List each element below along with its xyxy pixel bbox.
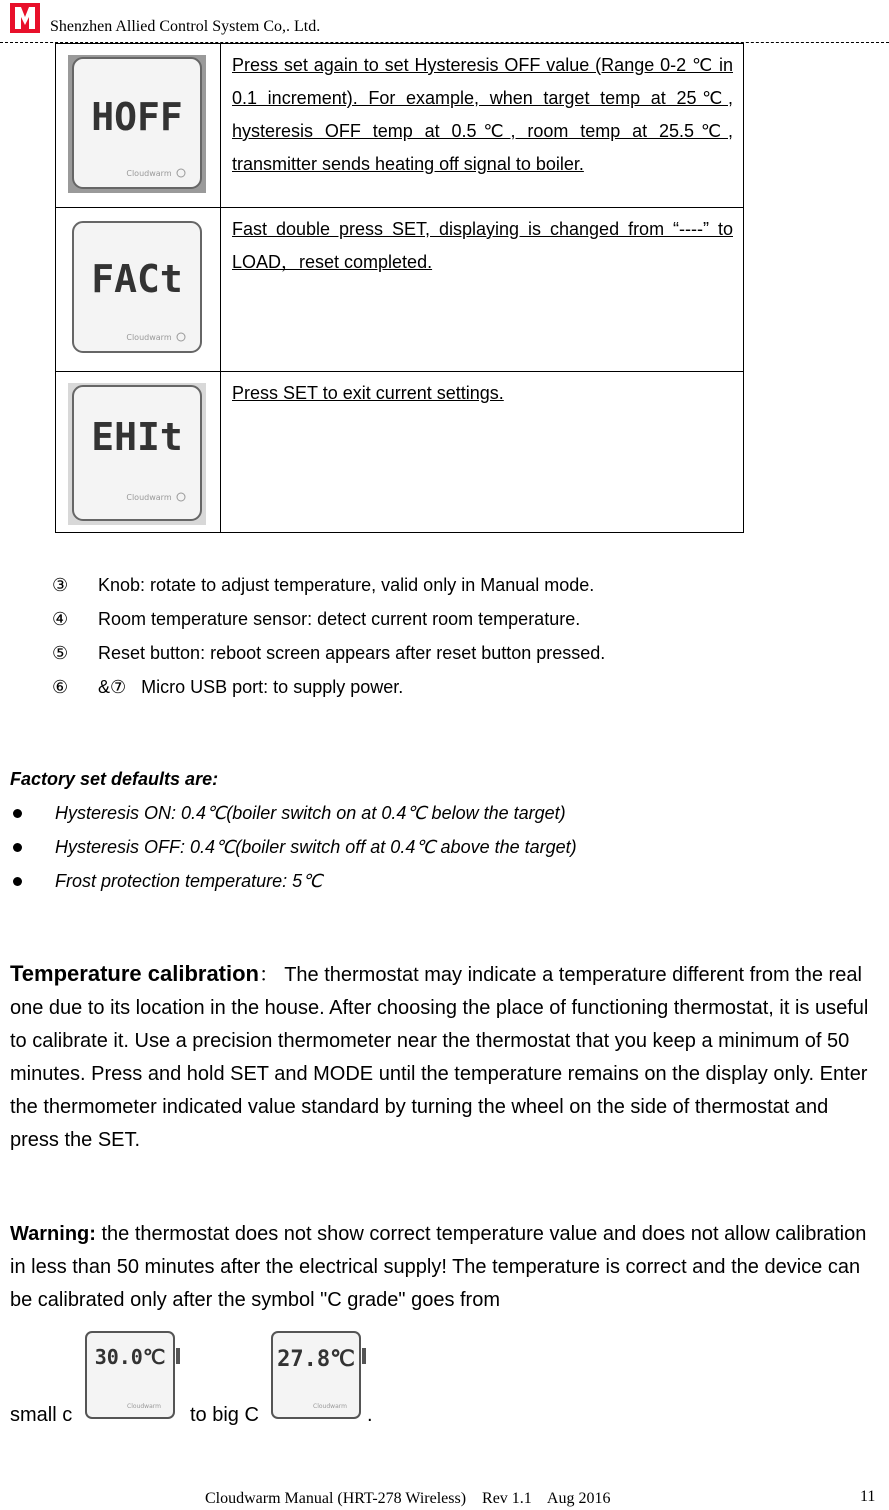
bullet-icon bbox=[13, 843, 22, 852]
bullet-icon bbox=[13, 877, 22, 886]
item-text: Frost protection temperature: 5℃ bbox=[55, 871, 323, 891]
lcd-display-big-c bbox=[270, 1328, 370, 1422]
item-text: Hysteresis ON: 0.4℃(boiler switch on at 0.4℃ below the target) bbox=[55, 803, 566, 823]
lcd-brand: Cloudwarm bbox=[127, 1403, 161, 1410]
defaults-title: Factory set defaults are: bbox=[10, 769, 219, 789]
calibration-heading: Temperature calibration bbox=[10, 961, 259, 986]
list-item bbox=[52, 568, 605, 602]
table-row bbox=[56, 44, 744, 208]
lcd-brand: Cloudwarm bbox=[313, 1403, 347, 1410]
lcd-display-small-c bbox=[84, 1328, 184, 1422]
list-item bbox=[52, 602, 605, 636]
list-item bbox=[52, 670, 605, 704]
lcd-readout: 27.8℃ bbox=[277, 1347, 355, 1372]
lcd-readout: HOFF bbox=[91, 95, 183, 139]
lcd-brand: Cloudwarm bbox=[126, 333, 172, 342]
list-item bbox=[10, 796, 577, 830]
lcd-readout: EHIt bbox=[91, 415, 183, 459]
settings-table bbox=[55, 43, 744, 533]
table-row bbox=[56, 208, 744, 372]
lcd-readout: FACt bbox=[91, 257, 183, 301]
item-text: Reset button: reboot screen appears after reset button pressed. bbox=[98, 643, 606, 663]
small-c-label: small c bbox=[10, 1404, 73, 1426]
table-row bbox=[56, 372, 744, 533]
item-text: Hysteresis OFF: 0.4℃(boiler switch off at 0.4℃ above the target) bbox=[55, 837, 577, 857]
item-number: ⑤ bbox=[52, 643, 69, 663]
heading-separator: ： bbox=[259, 964, 279, 986]
warning-body: the thermostat does not show correct temperature value and does not allow calibration in less than 50 minutes after the electrical supply! The temperature is correct and the device can be calibrated only after the symbol "C grade" goes from bbox=[10, 1223, 867, 1311]
item-text: Knob: rotate to adjust temperature, valid only in Manual mode. bbox=[98, 575, 595, 595]
lcd-brand: Cloudwarm bbox=[126, 493, 172, 502]
factory-defaults bbox=[10, 762, 577, 898]
lcd-image-cell bbox=[56, 44, 221, 208]
company-name: Shenzhen Allied Control System Co,. Ltd. bbox=[50, 18, 321, 35]
row-description bbox=[221, 208, 744, 372]
lcd-image-cell bbox=[56, 372, 221, 533]
item-number: ③ bbox=[52, 575, 69, 595]
item-text: Room temperature sensor: detect current room temperature. bbox=[98, 609, 581, 629]
calibration-paragraph bbox=[10, 957, 880, 1157]
row-text: Press SET to exit current settings. bbox=[232, 383, 504, 403]
row-text: Press set again to set Hysteresis OFF value (Range 0-2 ℃ in 0.1 increment). For example, when target temp at 25℃, hysteresis OFF temp at 0.5℃, room temp at 25.5℃, transmitter sends heating off signal to boiler. bbox=[232, 55, 733, 174]
list-item bbox=[52, 636, 605, 670]
bullet-icon bbox=[13, 809, 22, 818]
list-item bbox=[10, 864, 577, 898]
component-list bbox=[52, 568, 605, 704]
sentence-end: . bbox=[367, 1404, 373, 1426]
warning-heading: Warning: bbox=[10, 1223, 96, 1245]
row-text: Fast double press SET, displaying is changed from “----” to LOAD，reset completed. bbox=[232, 219, 733, 272]
lcd-readout: 30.0℃ bbox=[94, 1345, 166, 1369]
item-text: &⑦ Micro USB port: to supply power. bbox=[98, 677, 404, 697]
page-number: 11 bbox=[860, 1488, 876, 1505]
lcd-display-fact bbox=[67, 218, 207, 358]
page-footer: Cloudwarm Manual (HRT-278 Wireless) Rev 1.1 Aug 2016 bbox=[205, 1490, 611, 1507]
warning-paragraph bbox=[10, 1218, 880, 1317]
lcd-image-cell bbox=[56, 208, 221, 372]
big-c-label: to big C bbox=[190, 1404, 259, 1426]
lcd-brand: Cloudwarm bbox=[126, 169, 172, 178]
calibration-body: The thermostat may indicate a temperature different from the real one due to its location in the house. After choosing the place of functioning thermostat, it is useful to calibrate it. Use a precision thermometer near the thermostat that you keep a minimum of 50 minutes. Press and hold SET and MODE until the temperature remains on the display only. Enter the thermometer indicated value standard by turning the wheel on the side of thermostat and press the SET. bbox=[10, 964, 869, 1151]
item-number: ⑥ bbox=[52, 677, 69, 697]
row-description bbox=[221, 44, 744, 208]
row-description bbox=[221, 372, 744, 533]
lcd-display-exit bbox=[67, 382, 207, 526]
company-logo-icon bbox=[10, 3, 40, 33]
lcd-display-hoff bbox=[67, 54, 207, 194]
list-item bbox=[10, 830, 577, 864]
page-header bbox=[0, 0, 889, 44]
item-number: ④ bbox=[52, 609, 69, 629]
